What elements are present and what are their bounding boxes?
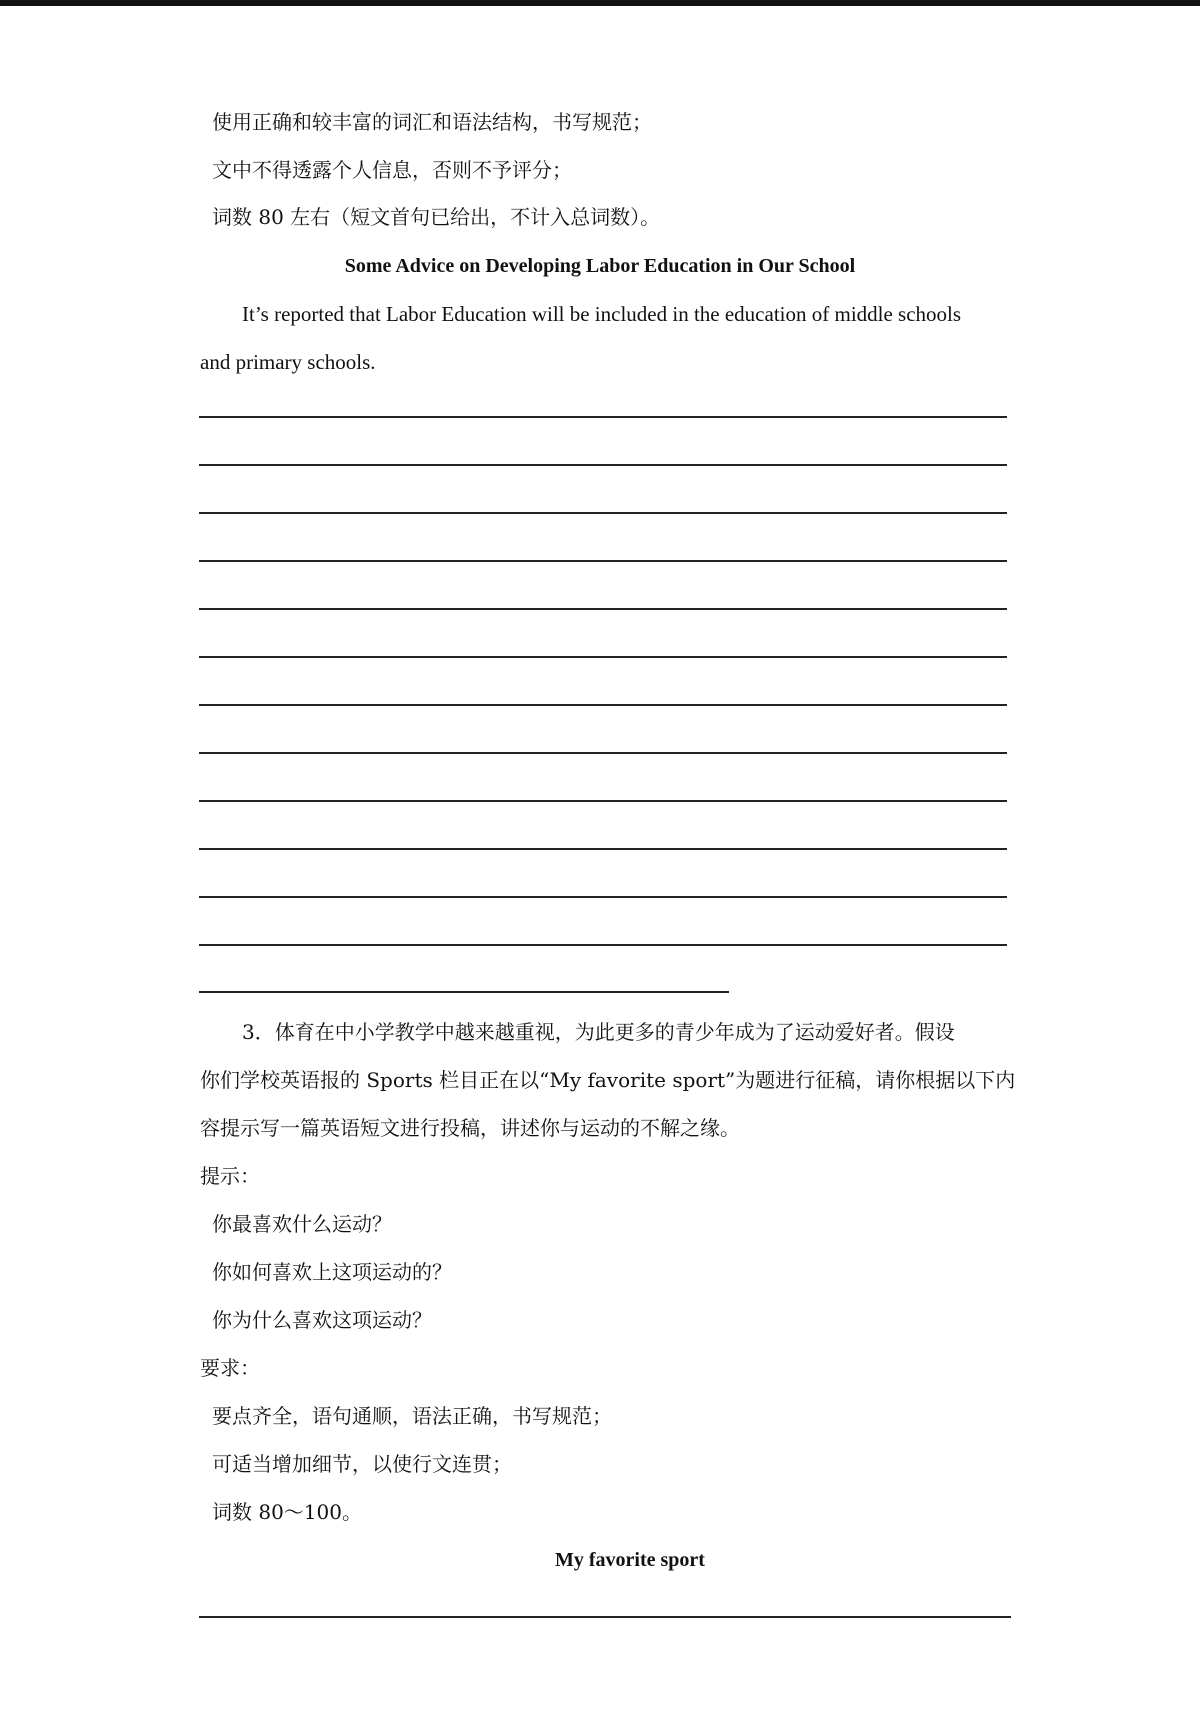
answer-line[interactable] (199, 800, 1007, 802)
requirement-word-count-q3: 词数 80～100。 (212, 1500, 362, 1524)
hints-label: 提示： (200, 1164, 260, 1188)
hint-how-started: 你如何喜欢上这项运动的？ (212, 1260, 452, 1284)
essay-first-sentence-line-1: It’s reported that Labor Education will be included in the education of middle schools (242, 302, 962, 326)
requirement-details: 可适当增加细节，以使行文连贯； (212, 1452, 512, 1476)
answer-line[interactable] (199, 752, 1007, 754)
requirement-word-count: 词数 80 左右（短文首句已给出，不计入总词数）。 (212, 205, 661, 229)
answer-line[interactable] (199, 704, 1007, 706)
answer-line[interactable] (199, 1616, 1011, 1618)
question-3-prompt-line-2: 你们学校英语报的 Sports 栏目正在以“My favorite sport”为题进行征稿，请你根据以下内 (200, 1068, 1016, 1092)
hint-favorite-sport: 你最喜欢什么运动？ (212, 1212, 392, 1236)
requirement-completeness: 要点齐全，语句通顺，语法正确，书写规范； (212, 1404, 612, 1428)
answer-line[interactable] (199, 512, 1007, 514)
question-3-prompt-line-1: 3．体育在中小学教学中越来越重视，为此更多的青少年成为了运动爱好者。假设 (242, 1020, 955, 1044)
requirement-vocabulary: 使用正确和较丰富的词汇和语法结构，书写规范； (212, 110, 652, 134)
answer-line[interactable] (199, 560, 1007, 562)
question-3-prompt-line-3: 容提示写一篇英语短文进行投稿，讲述你与运动的不解之缘。 (200, 1116, 740, 1140)
answer-line[interactable] (199, 896, 1007, 898)
answer-line[interactable] (199, 416, 1007, 418)
requirements-label: 要求： (200, 1356, 260, 1380)
answer-line-short[interactable] (199, 991, 729, 993)
answer-line[interactable] (199, 656, 1007, 658)
hint-why-like: 你为什么喜欢这项运动？ (212, 1308, 432, 1332)
essay-title-labor-education: Some Advice on Developing Labor Education in Our School (344, 255, 856, 277)
requirement-no-personal-info: 文中不得透露个人信息，否则不予评分； (212, 158, 572, 182)
answer-line[interactable] (199, 944, 1007, 946)
essay-first-sentence-line-2: and primary schools. (200, 350, 376, 374)
page-top-border (0, 0, 1200, 6)
answer-line[interactable] (199, 848, 1007, 850)
essay-title-favorite-sport: My favorite sport (555, 1549, 705, 1571)
answer-line[interactable] (199, 464, 1007, 466)
answer-line[interactable] (199, 608, 1007, 610)
